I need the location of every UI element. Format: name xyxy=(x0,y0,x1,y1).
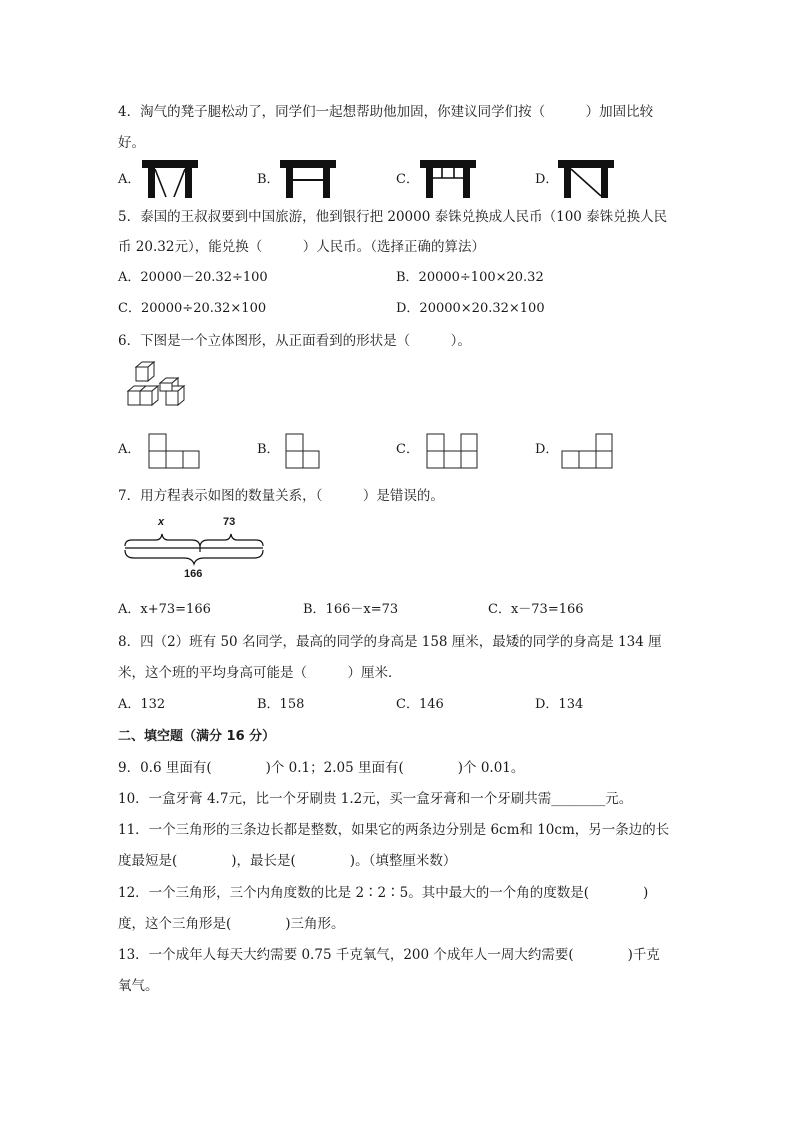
q5-option-c: C．20000÷20.32×100 xyxy=(118,301,267,316)
q5-option-d: D．20000×20.32×100 xyxy=(396,301,545,316)
q13-line1: 13．一个成年人每天大约需要 0.75 千克氧气，200 个成年人一周大约需要( )千克 xyxy=(118,947,660,963)
q4-option-d-label: D． xyxy=(535,172,559,187)
q13-line2: 氧气。 xyxy=(118,978,159,994)
q4-line1: 4．淘气的凳子腿松动了，同学们一起想帮助他加固，你建议同学们按（ ）加固比较 xyxy=(118,104,654,120)
q6-option-c-label: C． xyxy=(396,442,419,457)
q6-option-b-view-figure xyxy=(285,433,321,469)
section-2-heading: 二、填空题（满分 16 分） xyxy=(118,729,276,744)
q6-option-d-view-figure xyxy=(561,433,613,469)
q8-line2: 米，这个班的平均身高可能是（ ）厘米． xyxy=(118,665,402,681)
q12-line2: 度，这个三角形是( )三角形。 xyxy=(118,916,345,932)
q4-option-a-stool-figure xyxy=(142,160,198,198)
q5-line1: 5．泰国的王叔叔要到中国旅游，他到银行把 20000 泰铢兑换成人民币（100 泰铢兑换人民 xyxy=(118,209,668,225)
q6-solid-cube-figure xyxy=(126,361,192,413)
q7-bracket-diagram xyxy=(120,518,270,586)
q4-option-b-stool-figure xyxy=(280,160,336,198)
q4-line2: 好。 xyxy=(118,135,145,151)
q7-fig-166-label: 166 xyxy=(184,568,203,580)
q6-option-a-label: A． xyxy=(118,442,141,457)
q7-line1: 7．用方程表示如图的数量关系，（ ）是错误的。 xyxy=(118,488,444,504)
q8-option-c: C．146 xyxy=(396,697,444,712)
q11-line2: 度最短是( )，最长是( )。（填整厘米数） xyxy=(118,853,457,869)
q4-option-d-stool-figure xyxy=(558,160,614,198)
q6-option-a-view-figure xyxy=(148,433,200,469)
q4-option-c-label: C． xyxy=(396,172,419,187)
q4-option-c-stool-figure xyxy=(420,160,476,198)
q9-line: 9．0.6 里面有( )个 0.1；2.05 里面有( )个 0.01。 xyxy=(118,760,525,776)
q7-option-b: B．166－x=73 xyxy=(303,602,399,617)
q6-line1: 6．下图是一个立体图形，从正面看到的形状是（ ）。 xyxy=(118,333,471,349)
q8-option-a: A．132 xyxy=(118,697,166,712)
q7-fig-x-label: x xyxy=(158,516,165,528)
q10-line: 10．一盒牙膏 4.7元，比一个牙刷贵 1.2元，买一盒牙膏和一个牙刷共需________元。 xyxy=(118,791,633,807)
q8-option-d: D．134 xyxy=(535,697,584,712)
q5-line2: 币 20.32元），能兑换（ ）人民币。（选择正确的算法） xyxy=(118,239,485,255)
q4-option-a-label: A． xyxy=(118,172,141,187)
q7-option-c: C．x－73=166 xyxy=(488,602,584,617)
q6-option-d-label: D． xyxy=(535,442,559,457)
q7-fig-73-label: 73 xyxy=(223,516,236,528)
q8-line1: 8．四（2）班有 50 名同学，最高的同学的身高是 158 厘米，最矮的同学的身高是 134 厘 xyxy=(118,634,662,650)
q12-line1: 12．一个三角形，三个内角度数的比是 2∶2∶5。其中最大的一个角的度数是( ) xyxy=(118,885,649,901)
q5-option-b: B．20000÷100×20.32 xyxy=(396,270,544,285)
q11-line1: 11．一个三角形的三条边长都是整数，如果它的两条边分别是 6cm和 10cm，另一条边的长 xyxy=(118,822,670,838)
q4-option-b-label: B． xyxy=(257,172,280,187)
q8-option-b: B．158 xyxy=(257,697,305,712)
q5-option-a: A．20000－20.32÷100 xyxy=(118,270,268,285)
q6-option-c-view-figure xyxy=(426,433,478,469)
q7-option-a: A．x+73=166 xyxy=(118,602,211,617)
q6-option-b-label: B． xyxy=(257,442,280,457)
